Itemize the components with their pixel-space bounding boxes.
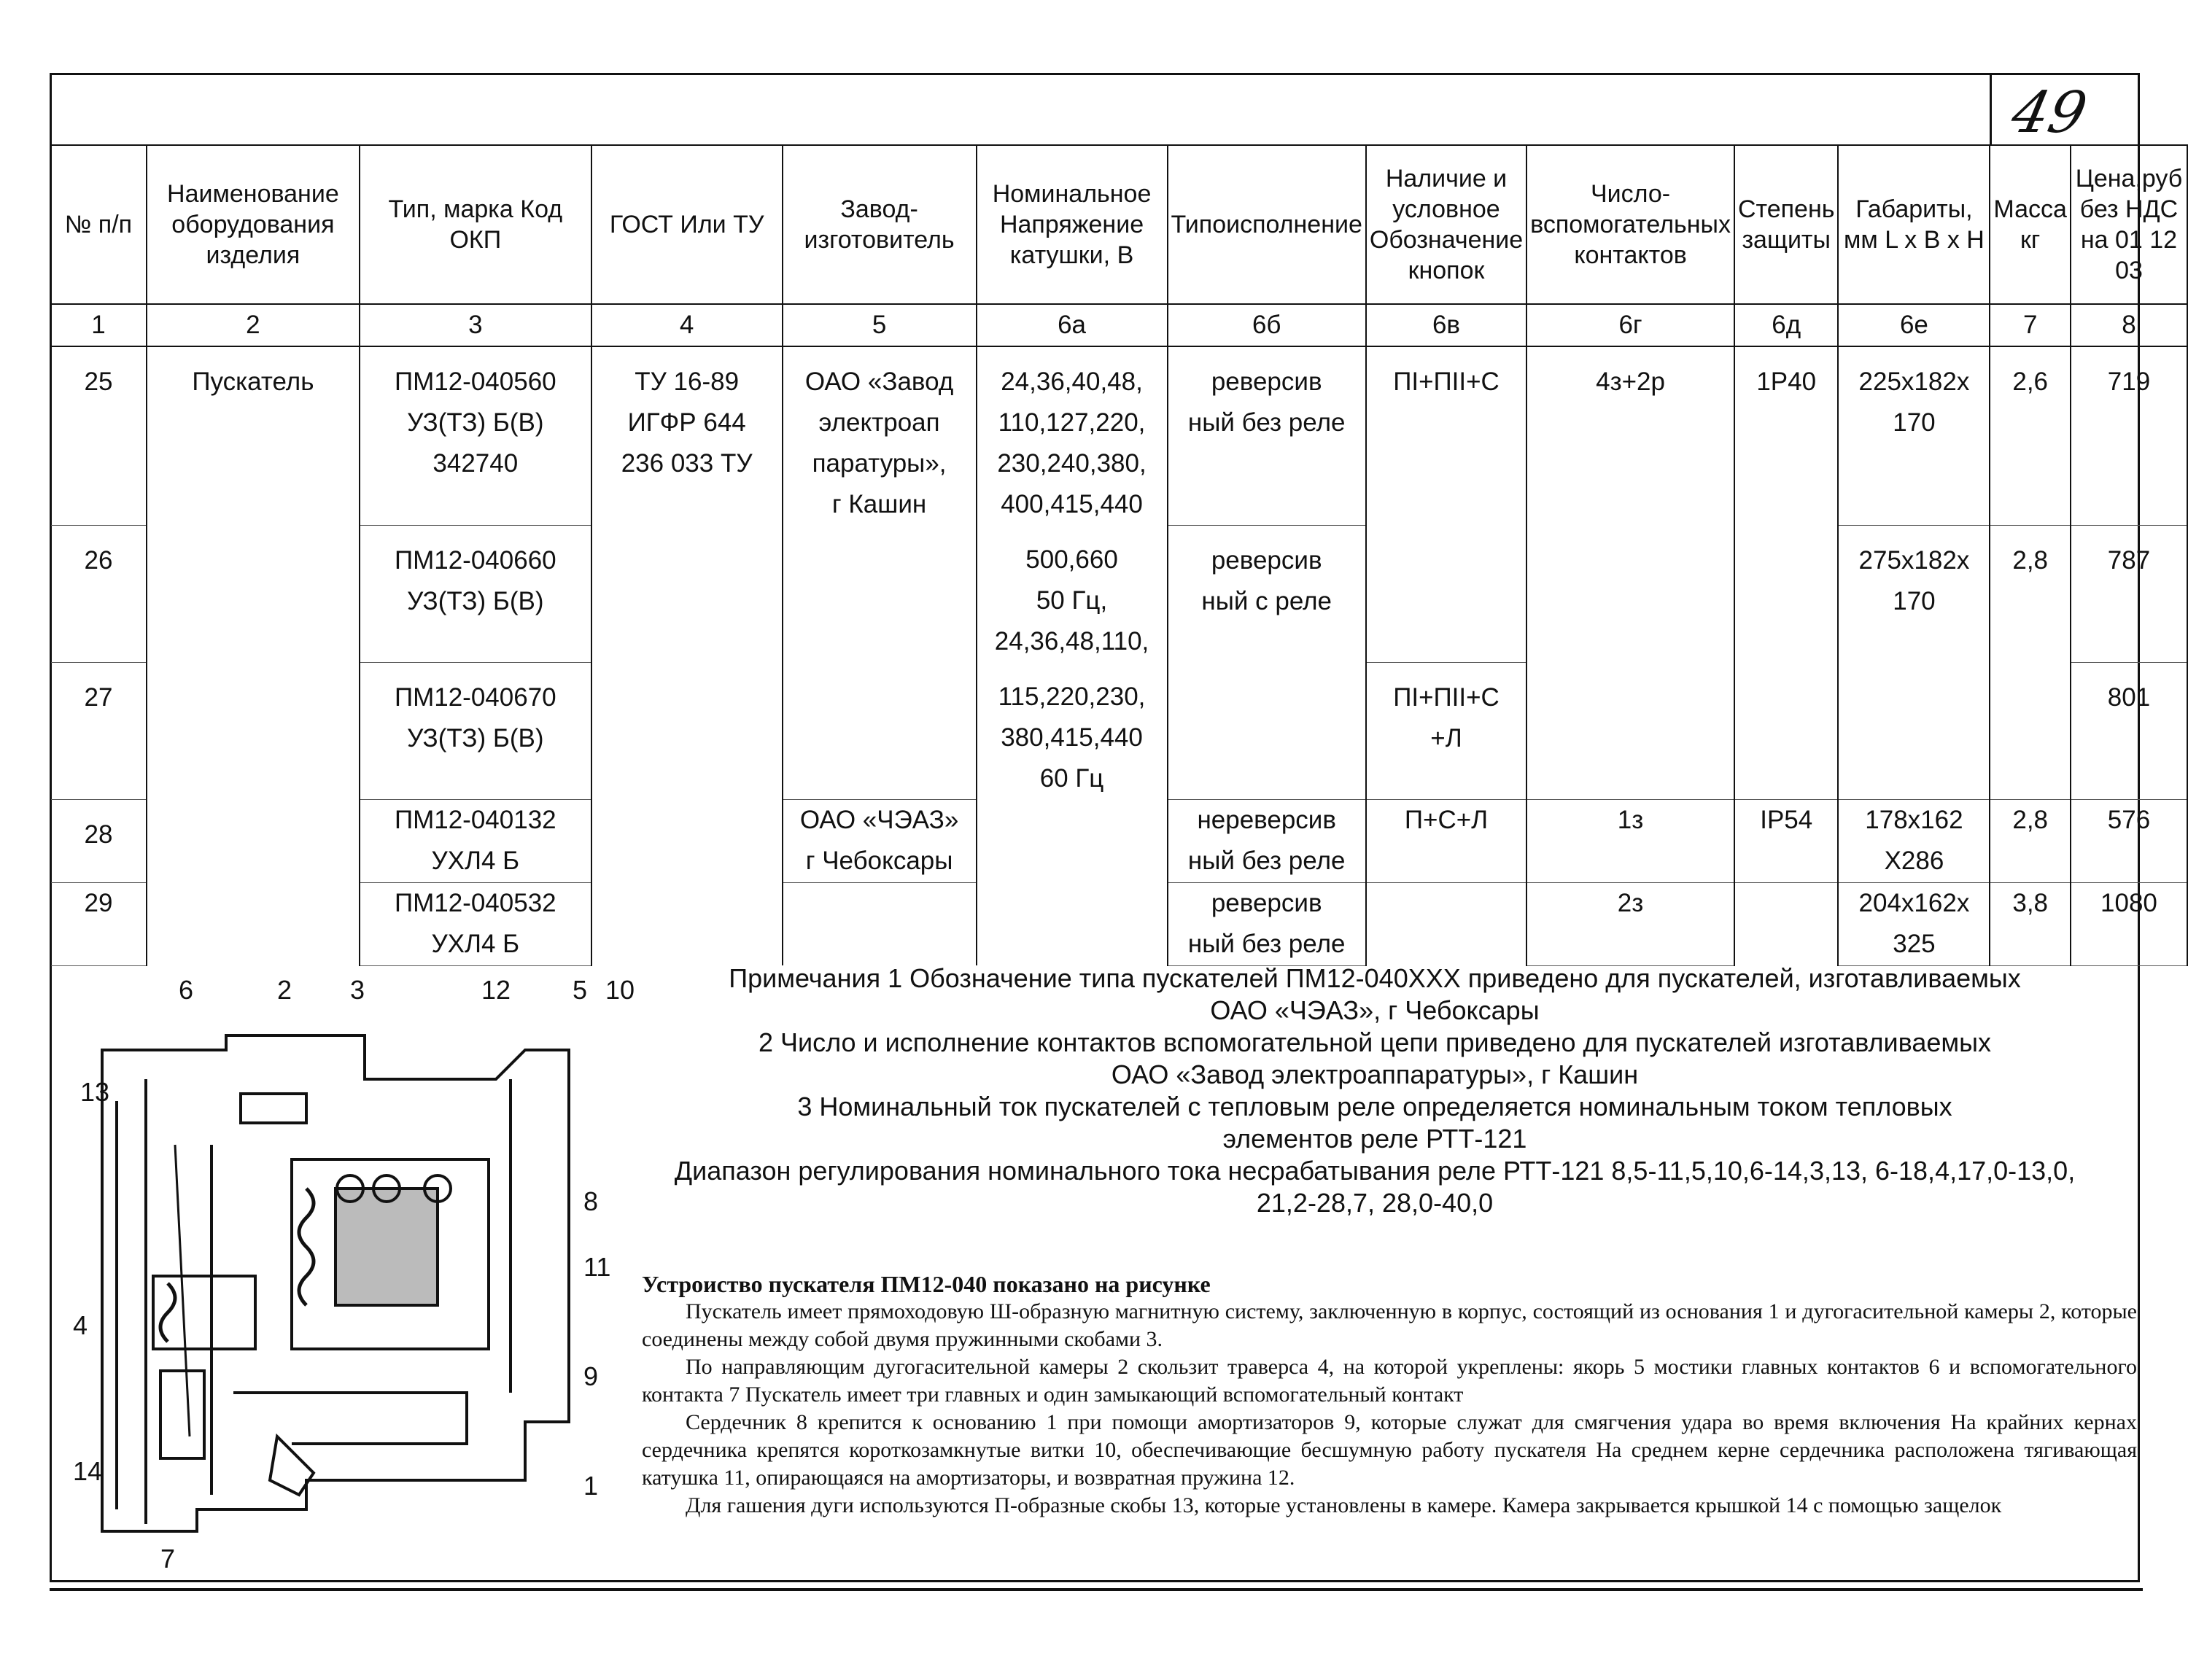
drawing-callout-label: 10: [605, 975, 635, 1005]
note-line: ОАО «Завод электроаппаратуры», г Кашин: [1111, 1059, 1639, 1089]
type-code: ПМ12-040660 УЗ(ТЗ) Б(В): [360, 525, 591, 662]
note-line: элементов реле РТТ-121: [1222, 1124, 1527, 1154]
column-number: 6г: [1526, 304, 1734, 346]
drawing-callout-label: 5: [573, 975, 588, 1005]
manufacturer: ОАО «Завод электроап паратуры», г Кашин: [783, 346, 977, 525]
column-number: 8: [2071, 304, 2187, 346]
drawing-callout-label: 3: [350, 975, 365, 1005]
device-description: [642, 1270, 2137, 1520]
variant: реверсив ный без реле: [1168, 346, 1366, 525]
type-code: ПМ12-040560 УЗ(ТЗ) Б(В) 342740: [360, 346, 591, 525]
bottom-rule: [50, 1588, 2143, 1591]
column-header: Число-вспомогательных контактов: [1526, 145, 1734, 304]
aux-contacts: 1з: [1526, 799, 1734, 882]
column-number: 4: [591, 304, 783, 346]
note-line: 2 Число и исполнение контактов вспомогательной цепи приведено для пускателей изготавливаемых: [758, 1027, 1992, 1057]
note-line: Диапазон регулирования номинального тока несрабатывания реле РТТ-121 8,5-11,5,10,6-14,3,13, 6-18,4,17,0-13,0,: [674, 1156, 2076, 1186]
table-row: [50, 882, 2187, 965]
column-header: Масса кг: [1990, 145, 2071, 304]
row-number: 27: [50, 662, 147, 799]
buttons: ПI+ПII+С +Л: [1366, 662, 1526, 799]
column-header: ГОСТ Или ТУ: [591, 145, 783, 304]
drawing-callout-label: 4: [73, 1310, 88, 1340]
row-number: 29: [50, 882, 147, 965]
column-header: Номинальное Напряжение катушки, В: [977, 145, 1168, 304]
column-header: № п/п: [50, 145, 147, 304]
column-number: 2: [147, 304, 360, 346]
protection-degree: IP54: [1734, 799, 1838, 882]
dimensions: 178x162 X286: [1838, 799, 1990, 882]
mass: 2,8: [1990, 799, 2071, 882]
note-line: 21,2-28,7, 28,0-40,0: [1256, 1188, 1494, 1218]
drawing-callout-label: 12: [481, 975, 511, 1005]
column-header: Наличие и условное Обозначение кнопок: [1366, 145, 1526, 304]
column-number-row: [50, 304, 2187, 346]
note-line: Примечания 1 Обозначение типа пускателей ПМ12-040XXX приведено для пускателей, изготавливаемых: [729, 963, 2021, 993]
type-code: ПМ12-040532 УХЛ4 Б: [360, 882, 591, 965]
drawing-callout-label: 6: [179, 975, 194, 1005]
column-number: 6д: [1734, 304, 1838, 346]
drawing-callout-label: 11: [583, 1252, 611, 1282]
dimensions: 204x162x 325: [1838, 882, 1990, 965]
type-code: ПМ12-040132 УХЛ4 Б: [360, 799, 591, 882]
price: 1080: [2071, 882, 2187, 965]
drawing-callout-label: 2: [277, 975, 292, 1005]
column-number: 6б: [1168, 304, 1366, 346]
price: 801: [2071, 662, 2187, 799]
column-number: 5: [783, 304, 977, 346]
column-number: 6а: [977, 304, 1168, 346]
dimensions: 225x182x 170: [1838, 346, 1990, 525]
column-header: Тип, марка Код ОКП: [360, 145, 591, 304]
type-code: ПМ12-040670 УЗ(ТЗ) Б(В): [360, 662, 591, 799]
gost: ТУ 16-89 ИГФР 644 236 033 ТУ: [591, 346, 783, 525]
drawing-callout-label: 1: [583, 1471, 599, 1501]
table-row: [50, 799, 2187, 882]
note-line: ОАО «ЧЭАЗ», г Чебоксары: [1210, 995, 1540, 1025]
column-number: 6е: [1838, 304, 1990, 346]
description-paragraph: Для гашения дуги используются П-образные скобы 13, которые установлены в камере. Камера закрывается крышкой 14 с помощью защелок: [686, 1493, 2002, 1517]
aux-contacts: 4з+2р: [1526, 346, 1734, 525]
column-header: Цена,руб без НДС на 01 12 03: [2071, 145, 2187, 304]
column-number: 7: [1990, 304, 2071, 346]
column-number: 3: [360, 304, 591, 346]
table-row: [50, 346, 2187, 525]
drawing-callout-label: 8: [583, 1186, 599, 1216]
buttons: П+С+Л: [1366, 799, 1526, 882]
price: 576: [2071, 799, 2187, 882]
coil-voltage: 24,36,40,48, 110,127,220, 230,240,380, 400,415,440: [977, 346, 1168, 525]
description-title: Устроиство пускателя ПМ12-040 показано на рисунке: [642, 1271, 1211, 1297]
buttons: ПI+ПII+С: [1366, 346, 1526, 525]
column-header: Типоисполнение: [1168, 145, 1366, 304]
column-header: Степень защиты: [1734, 145, 1838, 304]
drawing-callout-label: 13: [80, 1077, 110, 1107]
column-header: Габариты, мм L x B x H: [1838, 145, 1990, 304]
table-row: [50, 525, 2187, 662]
column-number: 1: [50, 304, 147, 346]
column-header: Завод-изготовитель: [783, 145, 977, 304]
description-paragraph: Сердечник 8 крепится к основанию 1 при помощи амортизаторов 9, которые служат для смягчения удара во время включения На крайних кернах сердечника крепятся короткозамкнутые витки 10, обеспечивающие бесшумную работу пускателя На среднем керне сердечника расположена тягивающая катушка 11, опирающаяся на амортизаторы, и возвратная пружина 12.: [642, 1410, 2137, 1490]
table-header-row: [50, 145, 2187, 304]
coil-voltage: 115,220,230, 380,415,440 60 Гц: [977, 662, 1168, 799]
row-number: 28: [50, 799, 147, 882]
dimensions: 275x182x 170: [1838, 525, 1990, 662]
note-line: 3 Номинальный ток пускателей с тепловым реле определяется номинальным током тепловых: [797, 1092, 1952, 1121]
column-number: 6в: [1366, 304, 1526, 346]
mass: 2,6: [1990, 346, 2071, 525]
price: 719: [2071, 346, 2187, 525]
drawing-callout-label: 7: [160, 1544, 176, 1574]
drawing-callout-label: 9: [583, 1361, 599, 1391]
variant: реверсив ный с реле: [1168, 525, 1366, 662]
row-number: 25: [50, 346, 147, 525]
mass: 2,8: [1990, 525, 2071, 662]
aux-contacts: 2з: [1526, 882, 1734, 965]
protection-degree: 1Р40: [1734, 346, 1838, 525]
table-row: [50, 662, 2187, 799]
notes-block: [627, 962, 2122, 1219]
price: 787: [2071, 525, 2187, 662]
description-paragraph: Пускатель имеет прямоходовую Ш-образную магнитную систему, заключенную в корпус, состоящий из основания 1 и дугогасительной камеры 2, которые соединены между собой двумя пружинными скобами 3.: [642, 1299, 2137, 1351]
variant: нереверсив ный без реле: [1168, 799, 1366, 882]
description-paragraph: По направляющим дугогасительной камеры 2 скользит траверса 4, на которой укреплены: якорь 5 мостики главных контактов 6 и вспомогательного контакта 7 Пускатель имеет три главных и один замыкающий вспомогательный контакт: [642, 1355, 2137, 1407]
column-header: Наименование оборудования изделия: [147, 145, 360, 304]
variant: реверсив ный без реле: [1168, 882, 1366, 965]
drawing-callout-label: 14: [73, 1456, 103, 1486]
mass: 3,8: [1990, 882, 2071, 965]
page-number: 49: [2006, 80, 2092, 146]
starter-cross-section-drawing: [58, 970, 635, 1575]
manufacturer: ОАО «ЧЭАЗ» г Чебоксары: [783, 799, 977, 882]
coil-voltage: 500,660 50 Гц, 24,36,48,110,: [977, 525, 1168, 662]
equipment-name: Пускатель: [147, 346, 360, 525]
row-number: 26: [50, 525, 147, 662]
equipment-table: [50, 144, 2188, 966]
